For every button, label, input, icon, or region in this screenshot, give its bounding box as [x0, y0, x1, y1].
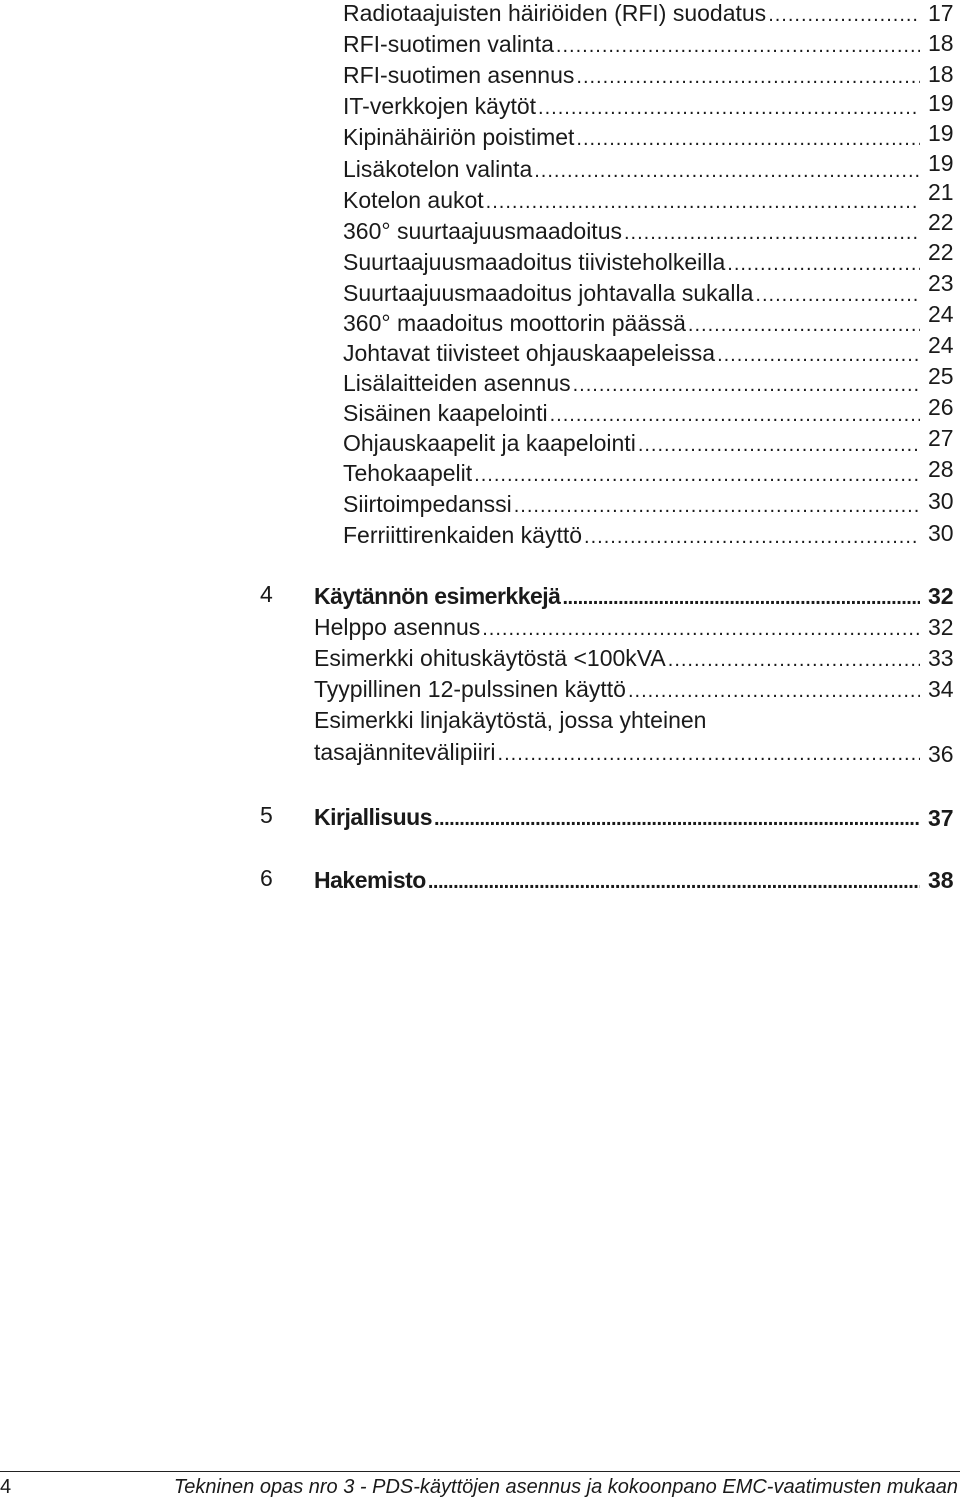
toc-entry[interactable]: [343, 367, 920, 397]
toc-entry-title-line2: tasajännitevälipiiri: [314, 739, 496, 765]
footer-document-title: Tekninen opas nro 3 - PDS-käyttöjen asennus ja kokoonpano EMC-vaatimusten mukaan: [173, 1476, 958, 1498]
chapter-title: Käytännön esimerkkejä: [314, 583, 561, 609]
toc-entry-title: Ohjauskaapelit ja kaapelointi: [343, 430, 636, 456]
toc-entry[interactable]: [343, 457, 920, 487]
toc-entry-title: Sisäinen kaapelointi: [343, 400, 548, 426]
toc-entry[interactable]: [343, 427, 920, 457]
toc-entry-title: Esimerkki ohituskäytöstä <100kVA: [314, 645, 666, 671]
toc-entry-title: Ferriittirenkaiden käyttö: [343, 522, 583, 548]
toc-entry[interactable]: [314, 642, 920, 672]
leader-dots: [562, 582, 920, 610]
toc-entry[interactable]: [314, 611, 920, 641]
footer-page-number: 4: [0, 1476, 12, 1498]
toc-page-number: 27: [928, 425, 954, 451]
toc-entry-title: Radiotaajuisten häiriöiden (RFI) suodatus: [343, 0, 767, 26]
leader-dots: [550, 399, 920, 427]
toc-entry-title: Johtavat tiivisteet ohjauskaapeleissa: [343, 340, 716, 366]
toc-entry-title: Helppo asennus: [314, 614, 481, 640]
leader-dots: [576, 61, 920, 89]
toc-entry[interactable]: [314, 673, 920, 703]
toc-page-number: 24: [928, 301, 954, 327]
leader-dots: [584, 521, 920, 549]
toc-entry[interactable]: [343, 59, 920, 89]
toc-entry-title: Tehokaapelit: [343, 460, 473, 486]
leader-dots: [688, 309, 920, 337]
toc-entry-title: Siirtoimpedanssi: [343, 491, 512, 517]
toc-entry[interactable]: [343, 121, 920, 151]
leader-dots: [486, 186, 920, 214]
toc-entry-title: Suurtaajuusmaadoitus tiivisteholkeilla: [343, 249, 726, 275]
toc-page-number: 21: [928, 179, 954, 205]
leader-dots: [624, 217, 920, 245]
toc-entry-title: Lisäkotelon valinta: [343, 156, 533, 182]
toc-page-number: 30: [928, 520, 954, 546]
toc-entry-title: Tyypillinen 12-pulssinen käyttö: [314, 676, 626, 702]
leader-dots: [717, 339, 920, 367]
toc-entry-title: 360° suurtaajuusmaadoitus: [343, 218, 622, 244]
leader-dots: [538, 92, 920, 120]
chapter-number: 4: [260, 581, 273, 607]
toc-entry[interactable]: [343, 90, 920, 120]
toc-page-number: 28: [928, 456, 954, 482]
leader-dots: [668, 644, 920, 672]
leader-dots: [638, 429, 920, 457]
leader-dots: [556, 30, 920, 58]
chapter-number: 5: [260, 802, 273, 828]
leader-dots: [514, 490, 920, 518]
toc-entry-title: IT-verkkojen käytöt: [343, 93, 537, 119]
toc-entry[interactable]: [314, 736, 920, 766]
chapter-heading[interactable]: [314, 801, 920, 831]
toc-entry[interactable]: [343, 215, 920, 245]
toc-page-number: 17: [928, 0, 954, 26]
toc-page-number: 25: [928, 363, 954, 389]
toc-entry[interactable]: [343, 397, 920, 427]
leader-dots: [573, 369, 920, 397]
toc-entry[interactable]: [343, 307, 920, 337]
toc-entry-title: Lisälaitteiden asennus: [343, 370, 571, 396]
footer-rule: [0, 1471, 960, 1472]
toc-entry[interactable]: [343, 28, 920, 58]
toc-page-number: 36: [928, 741, 954, 767]
toc-entry[interactable]: [343, 488, 920, 518]
toc-entry-title: Kotelon aukot: [343, 187, 484, 213]
toc-entry-title: RFI-suotimen valinta: [343, 31, 554, 57]
leader-dots: [768, 0, 920, 27]
chapter-title: Hakemisto: [314, 867, 426, 893]
leader-dots: [474, 459, 920, 487]
toc-page-number: 38: [928, 867, 954, 893]
chapter-title: Kirjallisuus: [314, 804, 432, 830]
toc-page-number: 24: [928, 332, 954, 358]
toc-page-number: 23: [928, 270, 954, 296]
toc-page-number: 30: [928, 488, 954, 514]
toc-page-number: 19: [928, 150, 954, 176]
toc-entry-title: 360° maadoitus moottorin päässä: [343, 310, 686, 336]
leader-dots: [482, 613, 920, 641]
toc-entry[interactable]: [343, 246, 920, 276]
toc-entry[interactable]: [343, 184, 920, 214]
toc-page-number: 37: [928, 805, 954, 831]
leader-dots: [727, 248, 920, 276]
toc-page-number: 26: [928, 394, 954, 420]
toc-page-number: 19: [928, 90, 954, 116]
toc-entry-title-line1[interactable]: Esimerkki linjakäytöstä, jossa yhteinen: [314, 707, 707, 733]
toc-page-number: 33: [928, 645, 954, 671]
toc-page-number: 18: [928, 30, 954, 56]
leader-dots: [628, 675, 920, 703]
leader-dots: [534, 155, 920, 183]
toc-entry-title: Suurtaajuusmaadoitus johtavalla sukalla: [343, 280, 754, 306]
toc-page-number: 19: [928, 120, 954, 146]
toc-entry[interactable]: [343, 153, 920, 183]
leader-dots: [428, 866, 920, 894]
toc-page-number: 32: [928, 583, 954, 609]
leader-dots: [434, 803, 920, 831]
chapter-heading[interactable]: [314, 864, 920, 894]
toc-entry[interactable]: [343, 519, 920, 549]
toc-page-number: 32: [928, 614, 954, 640]
leader-dots: [576, 123, 920, 151]
toc-entry-title: Kipinähäiriön poistimet: [343, 124, 575, 150]
chapter-heading[interactable]: [314, 580, 920, 610]
toc-entry[interactable]: [343, 337, 920, 367]
leader-dots: [755, 279, 920, 307]
toc-entry[interactable]: [343, 0, 920, 27]
toc-page-number: 34: [928, 676, 954, 702]
chapter-number: 6: [260, 865, 273, 891]
toc-page-number: 18: [928, 61, 954, 87]
leader-dots: [498, 738, 920, 766]
toc-page-number: 22: [928, 239, 954, 265]
toc-entry[interactable]: [343, 277, 920, 307]
toc-entry-title: RFI-suotimen asennus: [343, 62, 575, 88]
toc-page-number: 22: [928, 209, 954, 235]
